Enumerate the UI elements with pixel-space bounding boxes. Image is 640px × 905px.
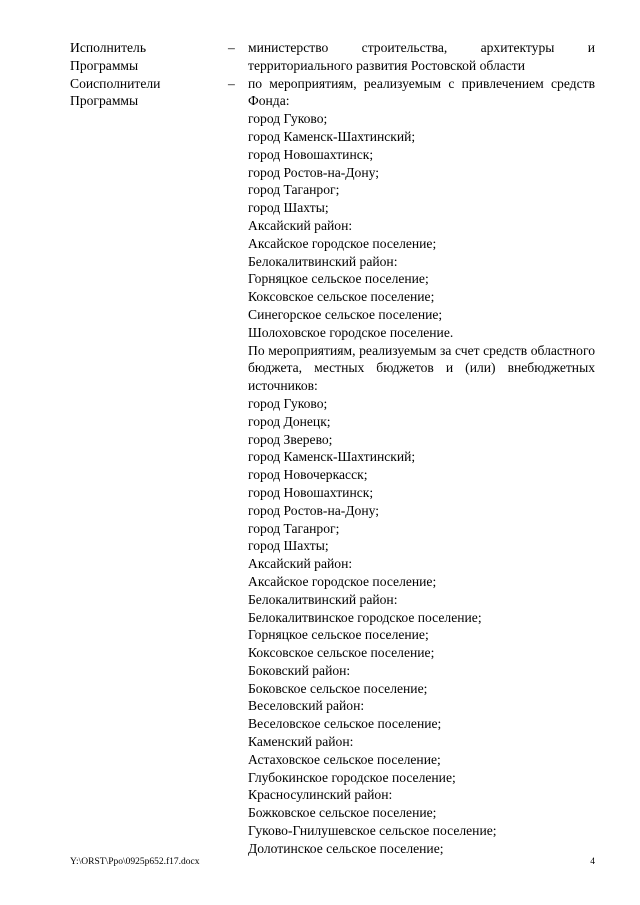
list-item: город Шахты; [248, 200, 329, 216]
list-item: Аксайский район: [248, 217, 353, 233]
list-item: Белокалитвинский район: [248, 591, 398, 607]
list-item: Горняцкое сельское поселение; [248, 271, 429, 287]
list-item: Красносулинский район: [248, 787, 393, 803]
list-item: город Гуково; [248, 395, 328, 411]
co-executors-dash: – [228, 75, 235, 91]
co-executors-label-line: Соисполнители [70, 75, 161, 91]
list-item: Белокалитвинский район: [248, 253, 398, 269]
list-item: Коксовское сельское поселение; [248, 289, 435, 305]
executor-text: министерство строительства, архитектуры и территориального развития Ростовской области [248, 40, 595, 73]
executor-label [70, 39, 228, 75]
executor-label-line: Программы [70, 57, 139, 73]
executor-label-line: Исполнитель [70, 40, 147, 55]
list-item: город Донецк; [248, 413, 331, 429]
list-item: Боковский район: [248, 662, 351, 678]
list-item: город Новошахтинск; [248, 146, 374, 162]
executor-row [70, 39, 595, 75]
co-executors-label [70, 75, 228, 111]
list-item: Каменский район: [248, 734, 354, 750]
list-item: Долотинское сельское поселение; [248, 840, 444, 856]
co-executors-row [70, 75, 595, 858]
list-item: Коксовское сельское поселение; [248, 645, 435, 661]
list-item: Астаховское сельское поселение; [248, 751, 441, 767]
list-item: город Новошахтинск; [248, 484, 374, 500]
fund-items [248, 110, 595, 341]
co-executors-list [248, 75, 595, 858]
list-item: город Ростов-на-Дону; [248, 164, 380, 180]
list-item: Глубокинское городское поселение; [248, 769, 456, 785]
list-item: Боковское сельское поселение; [248, 680, 428, 696]
executor-dash: – [228, 40, 235, 55]
co-executors-label-line: Программы [70, 93, 139, 109]
list-item: Аксайское городское поселение; [248, 235, 437, 251]
list-item: Аксайский район: [248, 556, 353, 572]
list-item: Шолоховское городское поселение. [248, 324, 454, 340]
list-item: город Ростов-на-Дону; [248, 502, 380, 518]
list-item: город Каменск-Шахтинский; [248, 449, 416, 465]
list-item: Гуково-Гнилушевское сельское поселение; [248, 823, 497, 839]
list-item: город Таганрог; [248, 520, 340, 536]
list-item: Горняцкое сельское поселение; [248, 627, 429, 643]
list-item: город Каменск-Шахтинский; [248, 128, 416, 144]
list-item: Веселовский район: [248, 698, 365, 714]
list-item: Синегорское сельское поселение; [248, 306, 443, 322]
list-item: город Гуково; [248, 111, 328, 127]
fund-intro: по мероприятиям, реализуемым с привлечением средств Фонда: [248, 75, 595, 109]
file-path: Y:\ORST\Ppo\0925p652.f17.docx [70, 857, 200, 867]
list-item: город Новочеркасск; [248, 467, 368, 483]
budget-intro: По мероприятиям, реализуемым за счет средств областного бюджета, местных бюджетов и (или) внебюджетных источников: [248, 342, 595, 394]
list-item: город Таганрог; [248, 182, 340, 198]
list-item: Божковское сельское поселение; [248, 805, 437, 821]
budget-items [248, 395, 595, 858]
list-item: город Шахты; [248, 538, 329, 554]
list-item: Белокалитвинское городское поселение; [248, 609, 482, 625]
page-number: 4 [590, 857, 595, 867]
list-item: город Зверево; [248, 431, 333, 447]
list-item: Аксайское городское поселение; [248, 573, 437, 589]
document-body [70, 39, 595, 858]
list-item: Веселовское сельское поселение; [248, 716, 442, 732]
